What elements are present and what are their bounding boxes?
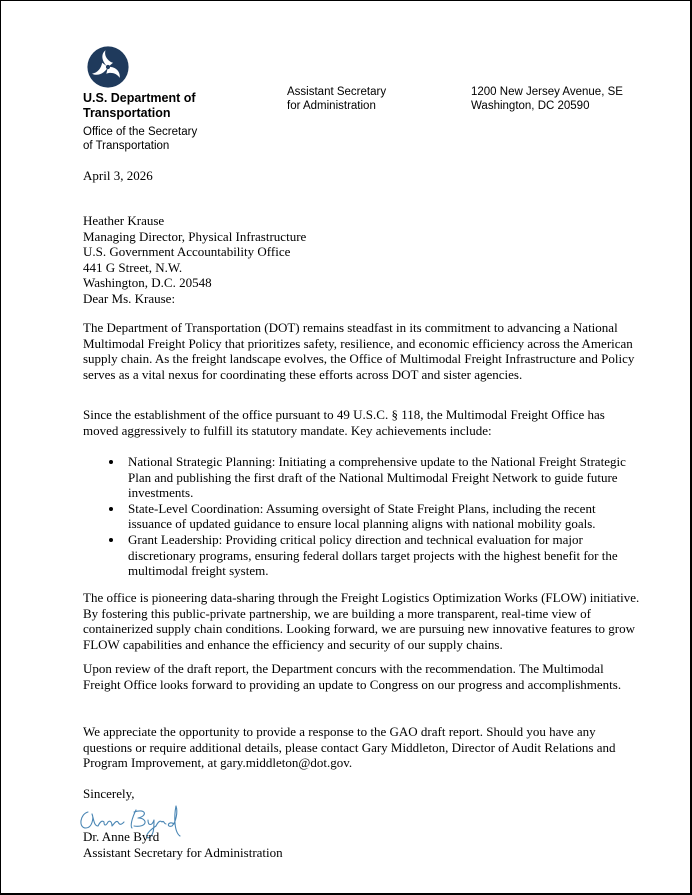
list-item: • State-Level Coordination: Assuming oversight of State Freight Plans, including the recent issuance of updated guidance to ensure local planning aligns with national mobility goals.	[124, 501, 642, 532]
paragraph-contact: We appreciate the opportunity to provide a response to the GAO draft report. Should you have any questions or require additional details, please contact Gary Middleton, Director of Audit Relations and Program Improvement, at gary.middleton@dot.gov.	[83, 724, 616, 771]
office-name: Office of the Secretary of Transportation	[83, 126, 198, 152]
signer-name: Dr. Anne Byrd	[83, 829, 160, 844]
paragraph-intro: The Department of Transportation (DOT) remains steadfast in its commitment to advancing a National Multimodal Freight Policy that prioritizes safety, resilience, and economic efficiency across the American supply chain. As the freight landscape evolves, the Office of Multimodal Freight Infrastructure and Policy serves as a vital nexus for coordinating these efforts across DOT and sister agencies.	[83, 320, 635, 382]
list-item: • National Strategic Planning: Initiating a comprehensive update to the National Freight Strategic Plan and publishing the first draft of the National Multimodal Freight Network to guide future investments.	[124, 454, 642, 501]
recipient-title: Managing Director, Physical Infrastructure	[83, 228, 307, 244]
sender-office-title: Assistant Secretary for Administration	[287, 86, 387, 112]
paragraph-concurrence: Upon review of the draft report, the Department concurs with the recommendation. The Multimodal Freight Office looks forward to providing an update to Congress on our progress and accomplishments.	[83, 661, 622, 692]
letter-date: April 3, 2026	[83, 168, 153, 183]
signer-block	[83, 829, 642, 860]
list-item: • Grant Leadership: Providing critical policy direction and technical evaluation for major discretionary programs, ensuring federal dollars target projects with the highest benefit for the multimodal freight system.	[124, 532, 642, 579]
closing: Sincerely,	[83, 786, 135, 801]
signer-title: Assistant Secretary for Administration	[83, 844, 283, 860]
recipient-organization: U.S. Government Accountability Office	[83, 244, 291, 260]
recipient-name: Heather Krause	[83, 213, 165, 228]
sender-address: 1200 New Jersey Avenue, SE Washington, DC 20590	[471, 86, 623, 112]
paragraph-flow: The office is pioneering data-sharing through the Freight Logistics Optimization Works (FLOW) initiative. By fostering this public-private partnership, we are building a more transparent, real-time view of containerized supply chain conditions. Looking forward, we are pursuing new innovative features to grow FLOW capabilities and enhance the efficiency and security of our supply chains.	[83, 590, 640, 652]
recipient-street: 441 G Street, N.W.	[83, 259, 183, 275]
salutation: Dear Ms. Krause:	[83, 291, 176, 306]
dot-triskelion-logo-icon	[87, 46, 129, 88]
recipient-city: Washington, D.C. 20548	[83, 275, 212, 291]
recipient-block	[83, 213, 642, 291]
paragraph-establishment: Since the establishment of the office pursuant to 49 U.S.C. § 118, the Multimodal Freight Office has moved aggressively to fulfill its statutory mandate. Key achievements include:	[83, 407, 605, 438]
achievements-list	[83, 454, 642, 579]
department-name: U.S. Department of Transportation	[83, 91, 196, 120]
